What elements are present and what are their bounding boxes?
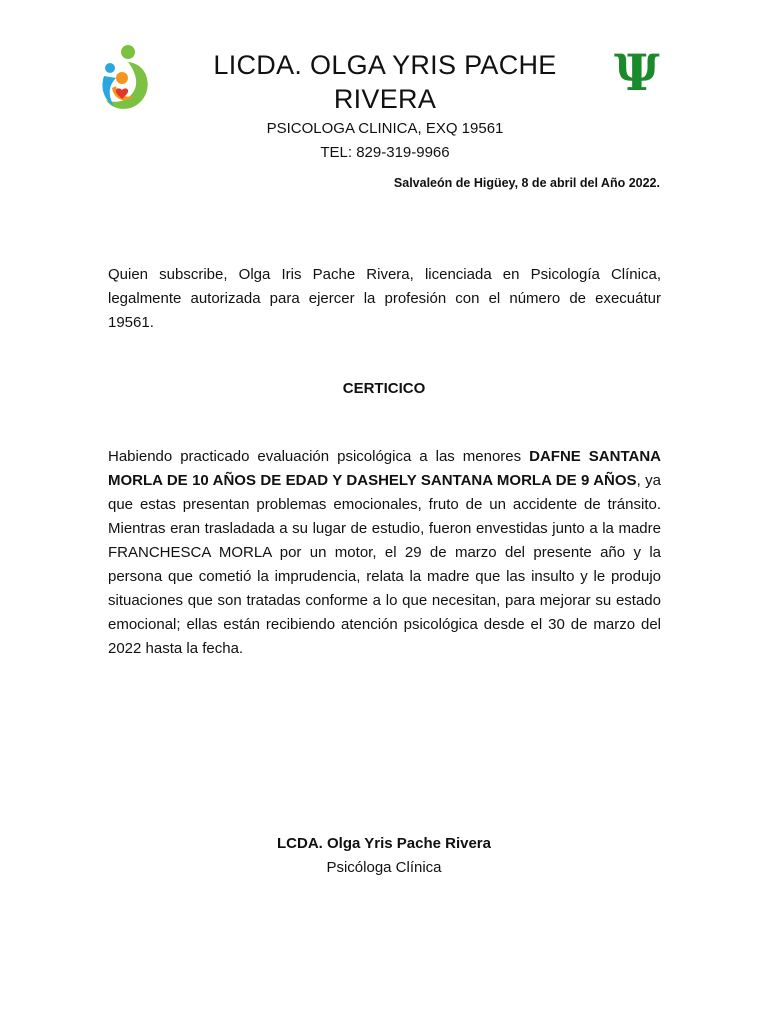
psi-symbol-icon: Ψ [614,43,660,102]
signature-block [0,832,768,880]
signature-role: Psicóloga Clínica [326,859,442,876]
date-line: Salvaleón de Higüey, 8 de abril del Año 2022. [393,176,660,190]
signature-name: LCDA. Olga Yris Pache Rivera [277,835,491,852]
header-name: LICDA. OLGA YRIS PACHE RIVERA [213,50,557,114]
letterhead [160,48,610,164]
clinic-logo-icon [98,44,156,114]
body-paragraph [108,445,661,661]
document-title: CERTICICO [342,380,426,397]
body-text-start: Habiendo practicado evaluación psicológica a las menores [108,448,530,465]
body-text-end: , ya que estas presentan problemas emocionales, fruto de un accidente de tránsito. Mientras eran trasladada a su lugar de estudio, fueron envestidas junto a la madre FRANCHESCA MORLA por un motor, el 29 de marzo del presente año y la persona que cometió la imprudencia, relata la madre que las insulto y le produjo situaciones que son tratadas conforme a lo que necesitan, para mejorar su estado emocional; ellas están recibiendo atención psicológica desde el 30 de marzo del 2022 hasta la fecha. [108,472,661,657]
intro-paragraph: Quien subscribe, Olga Iris Pache Rivera, licenciada en Psicología Clínica, legalmente autorizada para ejercer la profesión con el número de execuátur 19561. [108,266,661,331]
header-phone: TEL: 829-319-9966 [320,144,450,161]
header-subtitle: PSICOLOGA CLINICA, EXQ 19561 [266,120,504,137]
body-bold-names: DAFNE SANTANA MORLA DE 10 AÑOS DE EDAD Y DASHELY SANTANA MORLA DE 9 AÑOS [108,448,661,489]
